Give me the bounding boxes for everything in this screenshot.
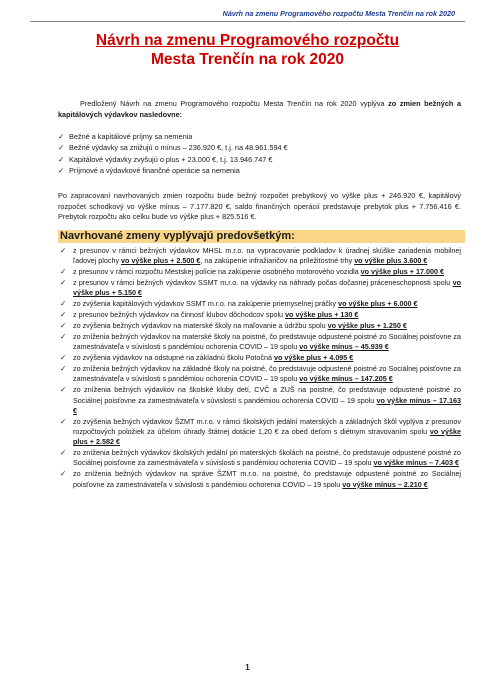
change-amount: vo výške mínus – 2.210 € — [342, 479, 428, 489]
change-item-text: zo zníženia bežných výdavkov na správe ŠZMT m.r.o. na poistné, čo predstavuje odpustené poistné zo Sociálnej poisťovne za zamestnávateľa v súvislosti s pandémiou ochorenia COVID – 19 spolu — [73, 469, 461, 489]
check-icon: ✓ — [60, 267, 67, 277]
change-amount: vo výške mínus – 45.939 € — [299, 342, 389, 352]
check-icon: ✓ — [60, 364, 67, 374]
check-icon: ✓ — [60, 321, 67, 331]
intro-bold-text: zo zmien bežných a kapitálových výdavkov nasledovne: — [58, 99, 461, 119]
change-item-text: zo zníženia bežných výdavkov na základné školy na poistné, čo predstavuje odpustené poistné zo Sociálnej poisťovne za zamestnávateľa v súvislosti s pandémiou ochorenia COVID – 19 spolu — [73, 364, 461, 384]
check-icon: ✓ — [60, 310, 67, 320]
change-amount: vo výške plus + 2.582 € — [73, 426, 461, 447]
check-icon: ✓ — [58, 154, 65, 164]
change-item — [60, 299, 461, 309]
intro-paragraph — [58, 99, 461, 120]
change-item — [60, 267, 461, 277]
check-item — [58, 165, 288, 176]
check-icon: ✓ — [58, 166, 65, 176]
change-amount: vo výške plus + 4.095 € — [273, 353, 354, 363]
change-item-text: zo zníženia bežných výdavkov na materské školy na poistné, čo predstavuje odpustené poistné zo Sociálnej poisťovne za zamestnávateľa v súvislosti s pandémiou ochorenia COVID – 19 spolu — [73, 331, 461, 352]
change-amount: vo výške plus + 17.000 € — [360, 267, 444, 277]
check-icon: ✓ — [58, 143, 65, 153]
change-item-text: zo zvýšenia bežných výdavkov ŠZMT m.r.o. v rámci školských jedální materských a základných škôl vyplýva z presunov rozpočtových položiek za účelom úhrady štátnej dotácie 1,20 € za obed deťom s diétnym stravovaním spolu — [73, 416, 461, 436]
change-item-text: z presunov v rámci rozpočtu Mestskej polície na zakúpenie osobného motorového vozidla — [73, 267, 361, 277]
change-item-text: , na zakúpenie infražiaričov na príležitostné trhy — [200, 256, 355, 266]
summary-check-list — [58, 131, 288, 177]
change-item — [60, 321, 461, 331]
check-icon: ✓ — [60, 385, 67, 395]
check-item — [58, 131, 288, 142]
running-header: Návrh na zmenu Programového rozpočtu Mesta Trenčín na rok 2020 — [222, 9, 455, 18]
check-icon: ✓ — [60, 416, 67, 426]
check-icon: ✓ — [60, 448, 67, 458]
header-divider — [30, 21, 465, 22]
changes-list — [60, 246, 461, 491]
check-icon: ✓ — [60, 353, 67, 363]
change-item — [60, 417, 461, 448]
change-item — [60, 332, 461, 353]
change-amount: vo výške plus + 5.150 € — [73, 278, 461, 298]
check-item-text: Bežné a kapitálové príjmy sa nemenia — [69, 132, 193, 141]
change-item-text: zo zvýšenia kapitálových výdavkov SSMT m.r.o. na zakúpenie priemyselnej práčky — [73, 299, 339, 309]
change-item-text: zo zvýšenia bežných výdavkov na materské školy na maľovanie a údržbu spolu — [73, 321, 328, 331]
change-amount: vo výške plus + 6.000 € — [338, 299, 418, 309]
change-amount: vo výške mínus – 17.163 € — [73, 395, 461, 415]
change-item-text: zo zvýšenia výdavkov na odstupné na základnú školu Potočná — [73, 353, 274, 363]
check-icon: ✓ — [60, 331, 67, 341]
change-item-text: z presunov v rámci bežných výdavkov SSMT m.r.o. na výdavky na náhrady počas dočasnej práceneschopnosti spolu — [73, 278, 453, 288]
change-amount: vo výške plus + 1.250 € — [327, 321, 407, 331]
document-title — [0, 31, 495, 69]
summary-paragraph: Po zapracovaní navrhovaných zmien rozpočtu bude bežný rozpočet prebytkový vo výške plus + 246.920 €, kapitálový rozpočet schodkový vo výške mínus – 7.177.820 €, saldo finančných operácií predstavuje prebytok plus + 7.756.416 €. Prebytok rozpočtu ako celku bude vo výške plus + 825.516 €. — [58, 191, 461, 222]
title-line-2: Mesta Trenčín na rok 2020 — [151, 51, 344, 68]
change-item-text: zo zníženia bežných výdavkov na školské kluby detí, CVČ a ZUŠ na poistné, čo predstavuje odpustené poistné zo Sociálnej poisťovne za zamestnávateľa v súvislosti s pandémiou ochorenia COVID – 19 spolu — [73, 385, 461, 405]
change-amount: vo výške plus + 2.500 € — [121, 256, 201, 266]
page-number: 1 — [245, 663, 250, 672]
check-icon: ✓ — [60, 299, 67, 309]
change-amount: vo výške plus 3.600 € — [354, 256, 428, 266]
check-icon: ✓ — [58, 132, 65, 141]
change-item — [60, 448, 461, 469]
change-item — [60, 385, 461, 416]
check-item-text: Príjmové a výdavkové finančné operácie sa nemenia — [69, 166, 240, 176]
check-icon: ✓ — [60, 278, 67, 288]
check-item — [58, 142, 288, 153]
title-line-1: Návrh na zmenu Programového rozpočtu — [95, 32, 400, 49]
intro-text: Predložený Návrh na zmenu Programového rozpočtu Mesta Trenčín na rok 2020 vyplýva — [80, 99, 389, 108]
change-amount: vo výške plus + 130 € — [285, 310, 359, 320]
change-item — [60, 469, 461, 490]
change-item — [60, 353, 461, 363]
change-item — [60, 278, 461, 299]
change-amount: vo výške mínus – 7.403 € — [373, 458, 459, 468]
check-icon: ✓ — [60, 246, 67, 255]
check-item — [58, 154, 288, 165]
change-item-text: z presunov v rámci bežných výdavkov MHSL m.r.o. na vypracovanie podkladov k úradnej skúške zariadenia mobilnej ľadovej plochy — [73, 246, 461, 266]
change-amount: vo výške mínus – 147.205 € — [299, 374, 393, 384]
change-item — [60, 364, 461, 385]
check-icon: ✓ — [60, 469, 67, 479]
change-item-text: zo zníženia bežných výdavkov školských jedální pri materských školách na poistné, čo predstavuje odpustené poistné zo Sociálnej poisťovne za zamestnávateľa v súvislosti s pandémiou ochorenia COVID – 19 spolu — [73, 448, 461, 468]
check-item-text: Kapitálové výdavky zvyšujú o plus + 23.000 €, t.j. 13.946.747 € — [69, 154, 273, 164]
check-item-text: Bežné výdavky sa znižujú o mínus – 236.920 €, t.j. na 48.961.594 € — [69, 143, 288, 153]
change-item — [60, 310, 461, 320]
change-item-text: z presunov bežných výdavkov na činnosť klubov dôchodcov spolu — [73, 310, 286, 320]
change-item — [60, 246, 461, 267]
section-heading: Navrhované zmeny vyplývajú predovšetkým: — [58, 230, 465, 243]
